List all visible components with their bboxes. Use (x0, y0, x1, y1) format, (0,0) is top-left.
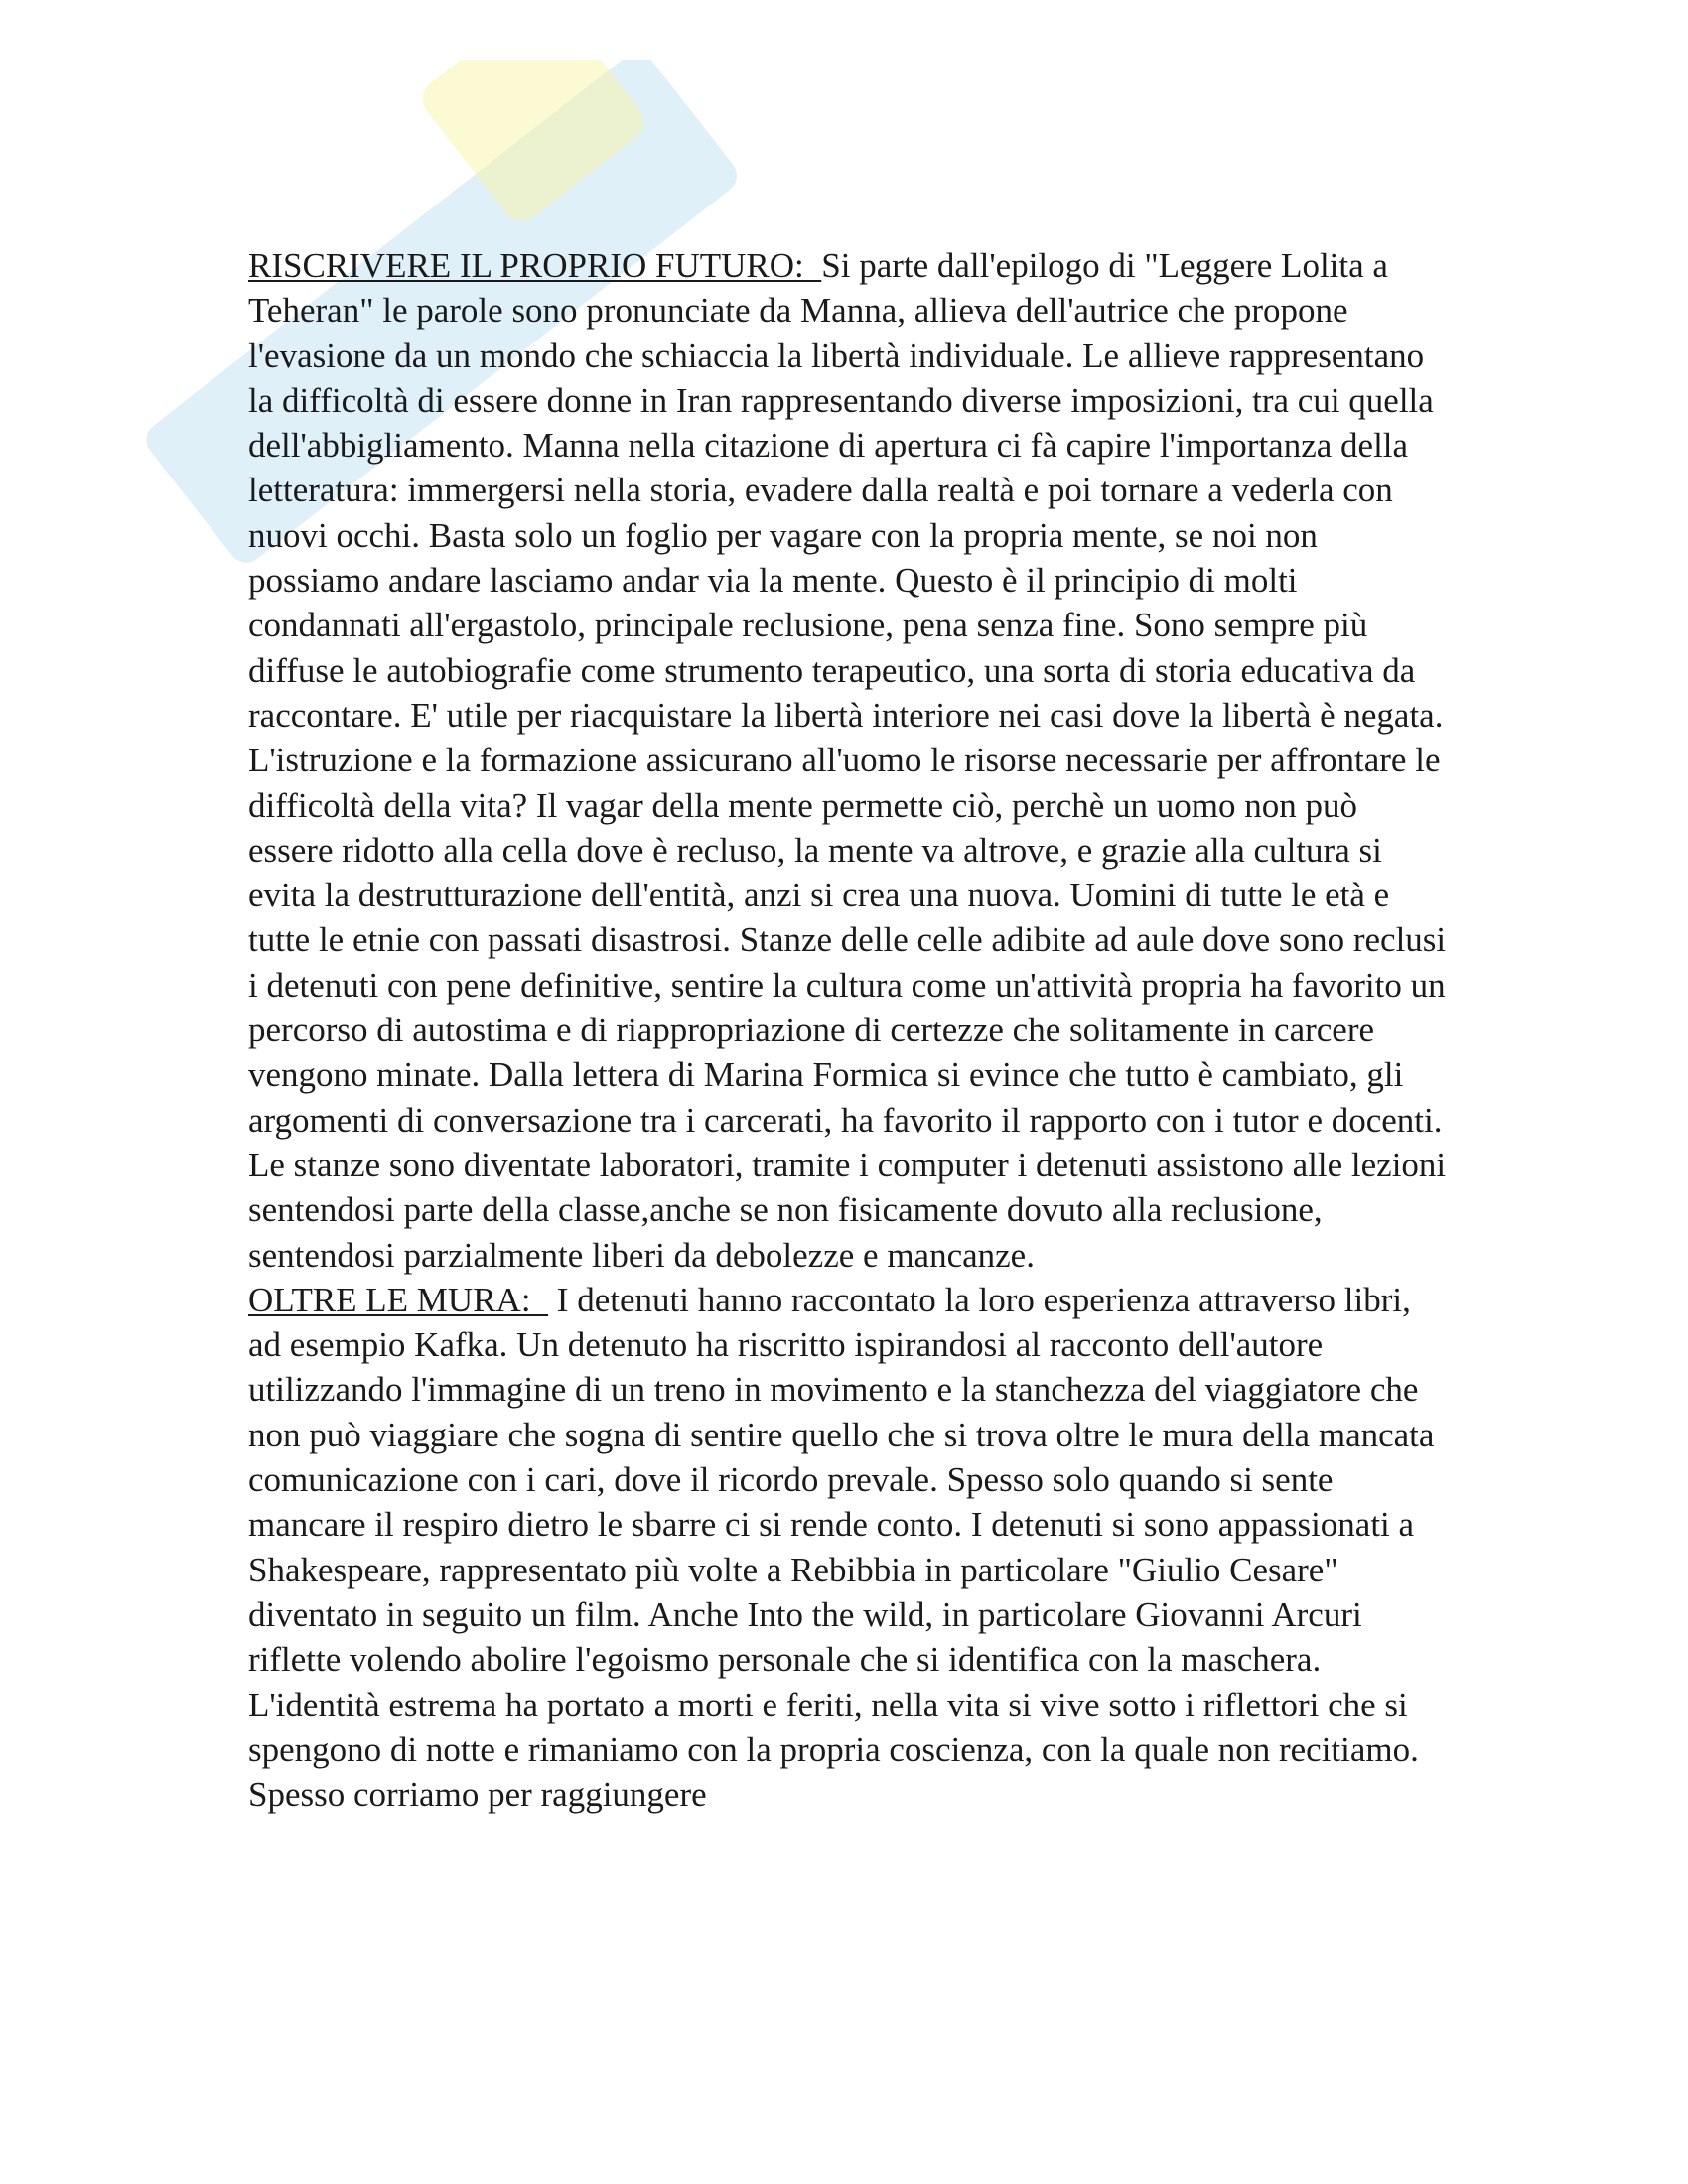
document-body (248, 243, 1450, 1817)
section-text: Si parte dall'epilogo di "Leggere Lolita a Teheran" le parole sono pronunciate da Manna, allieva dell'autrice che propone l'evasione da un mondo che schiaccia la libertà individuale. Le allieve rappresentano la difficoltà di essere donne in Iran rappresentando diverse imposizioni, tra cui quella dell'abbigliamento. Manna nella citazione di apertura ci fà capire l'importanza della letteratura: immergersi nella storia, evadere dalla realtà e poi tornare a vederla con nuovi occhi. Basta solo un foglio per vagare con la propria mente, se noi non possiamo andare lasciamo andar via la mente. Questo è il principio di molti condannati all'ergastolo, principale reclusione, pena senza fine. Sono sempre più diffuse le autobiografie come strumento terapeutico, una sorta di storia educativa da raccontare. E' utile per riacquistare la libertà interiore nei casi dove la libertà è negata. L'istruzione e la formazione assicurano all'uomo le risorse necessarie per affrontare le difficoltà della vita? Il vagar della mente permette ciò, perchè un uomo non può essere ridotto alla cella dove è recluso, la mente va altrove, e grazie alla cultura si evita la destrutturazione dell'entità, anzi si crea una nuova. Uomini di tutte le età e tutte le etnie con passati disastrosi. Stanze delle celle adibite ad aule dove sono reclusi i detenuti con pene definitive, sentire la cultura come un'attività propria ha favorito un percorso di autostima e di riappropriazione di certezze che solitamente in carcere vengono minate. Dalla lettera di Marina Formica si evince che tutto è cambiato, gli argomenti di conversazione tra i carcerati, ha favorito il rapporto con i tutor e docenti. Le stanze sono diventate laboratori, tramite i computer i detenuti assistono alle lezioni sentendosi parte della classe,anche se non fisicamente dovuto alla reclusione, sentendosi parzialmente liberi da debolezze e mancanze. (248, 246, 1447, 1275)
section-oltre-le-mura (248, 1278, 1450, 1818)
section-heading: OLTRE LE MURA: (248, 1280, 549, 1319)
section-riscrivere (248, 243, 1450, 1278)
watermark-yellow-block (415, 60, 652, 228)
section-heading: RISCRIVERE IL PROPRIO FUTURO: (248, 246, 822, 285)
section-text: I detenuti hanno raccontato la loro esperienza attraverso libri, ad esempio Kafka. Un detenuto ha riscritto ispirandosi al racconto dell'autore utilizzando l'immagine di un treno in movimento e la stanchezza del viaggiatore che non può viaggiare che sogna di sentire quello che si trova oltre le mura della mancata comunicazione con i cari, dove il ricordo prevale. Spesso solo quando si sente mancare il respiro dietro le sbarre ci si rende conto. I detenuti si sono appassionati a Shakespeare, rappresentato più volte a Rebibbia in particolare "Giulio Cesare" diventato in seguito un film. Anche Into the wild, in particolare Giovanni Arcuri riflette volendo abolire l'egoismo personale che si identifica con la maschera. L'identità estrema ha portato a morti e feriti, nella vita si vive sotto i riflettori che si spengono di notte e rimaniamo con la propria coscienza, con la quale non recitiamo. Spesso corriamo per raggiungere (248, 1280, 1435, 1815)
